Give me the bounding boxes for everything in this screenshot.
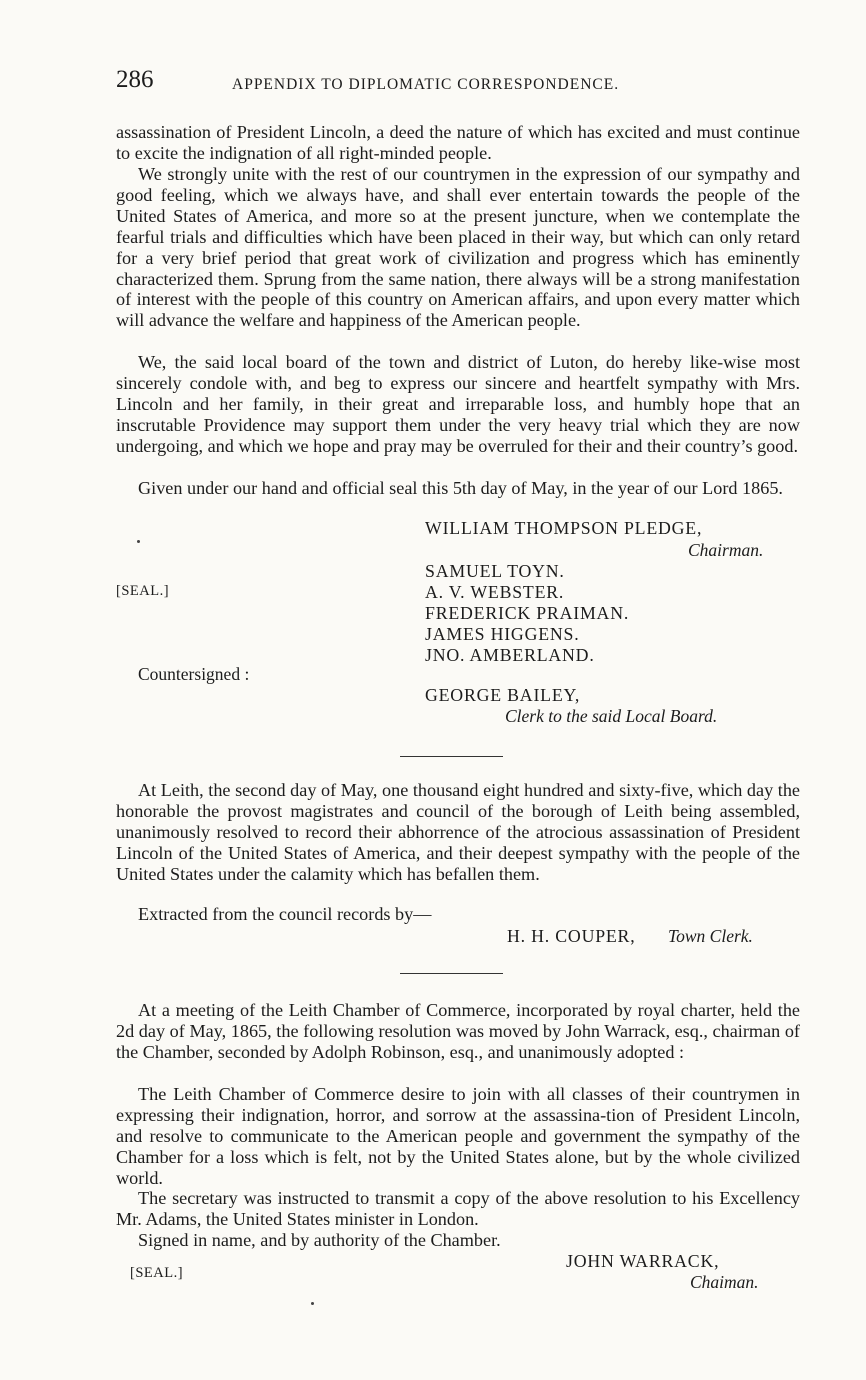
chamber-signer-name: JOHN WARRACK, [566, 1251, 720, 1271]
page-number: 286 [116, 66, 154, 93]
luton-paragraph-3: We, the said local board of the town and district of Luton, do hereby like-wise most sincerely condole with, and beg to express our sincere and heartfelt sympathy with Mrs. Lincoln and her family, in their great and irreparable loss, and humbly hope that an inscrutable Providence may support them under the very heavy trial which they are now undergoing, and which we hope and pray may be overruled for their and their country’s good. [116, 352, 800, 456]
chamber-signer-role: Chaiman. [690, 1272, 759, 1292]
leith-council-paragraph-2: Extracted from the council records by— [138, 904, 432, 924]
member-name: FREDERICK PRAIMAN. [425, 603, 630, 623]
running-title: APPENDIX TO DIPLOMATIC CORRESPONDENCE. [232, 76, 620, 93]
section-divider [400, 973, 503, 974]
member-name: A. V. WEBSTER. [425, 582, 565, 602]
ink-speck [137, 540, 140, 543]
ink-speck [311, 1302, 314, 1305]
chamber-seal: [SEAL.] [130, 1265, 184, 1281]
town-clerk-role: Town Clerk. [668, 926, 753, 946]
member-name: JAMES HIGGENS. [425, 624, 580, 644]
section-divider [400, 756, 503, 757]
leith-chamber-paragraph-1: At a meeting of the Leith Chamber of Commerce, incorporated by royal charter, held the 2d day of May, 1865, the following resolution was moved by John Warrack, esq., chairman of the Chamber, seconded by Adolph Robinson, esq., and unanimously adopted : [116, 1000, 800, 1062]
leith-chamber-paragraph-3: The secretary was instructed to transmit a copy of the above resolution to his Excellency Mr. Adams, the United States minister in London. [116, 1188, 800, 1229]
leith-chamber-paragraph-2: The Leith Chamber of Commerce desire to join with all classes of their countrymen in expressing their indignation, horror, and sorrow at the assassina-tion of President Lincoln, and resolve to communicate to the American people and government the sympathy of the Chamber for a loss which is felt, not by the United States alone, but by the whole civilized world. [116, 1084, 800, 1188]
chairman-name: WILLIAM THOMPSON PLEDGE, [425, 518, 703, 538]
luton-seal: [SEAL.] [116, 583, 170, 599]
member-name: SAMUEL TOYN. [425, 561, 565, 581]
chairman-role: Chairman. [688, 540, 764, 560]
clerk-role: Clerk to the said Local Board. [505, 706, 718, 726]
luton-paragraph-1: assassination of President Lincoln, a deed the nature of which has excited and must continue to excite the indignation of all right-minded people. [116, 122, 800, 163]
luton-paragraph-4: Given under our hand and official seal this 5th day of May, in the year of our Lord 1865. [138, 478, 783, 498]
leith-chamber-paragraph-4: Signed in name, and by authority of the Chamber. [138, 1230, 501, 1250]
page-header [116, 66, 802, 100]
clerk-name: GEORGE BAILEY, [425, 685, 581, 705]
luton-paragraph-2: We strongly unite with the rest of our countrymen in the expression of our sympathy and good feeling, which we always have, and shall ever entertain towards the people of the United States of America, and more so at the present juncture, when we contemplate the fearful trials and difficulties which have been placed in their way, but which can only retard for a very brief period that great work of civilization and progress which has eminently characterized them. Sprung from the same nation, there always will be a strong manifestation of interest with the people of this country on American affairs, and upon every matter which will advance the welfare and happiness of the American people. [116, 164, 800, 331]
leith-council-paragraph-1: At Leith, the second day of May, one thousand eight hundred and sixty-five, which day the honorable the provost magistrates and council of the borough of Leith being assembled, unanimously resolved to record their abhorrence of the atrocious assassination of President Lincoln of the United States of America, and their deepest sympathy with the people of the United States under the calamity which has befallen them. [116, 780, 800, 884]
member-name: JNO. AMBERLAND. [425, 645, 595, 665]
countersigned-label: Countersigned : [138, 664, 250, 684]
town-clerk-name: H. H. COUPER, [507, 926, 636, 946]
